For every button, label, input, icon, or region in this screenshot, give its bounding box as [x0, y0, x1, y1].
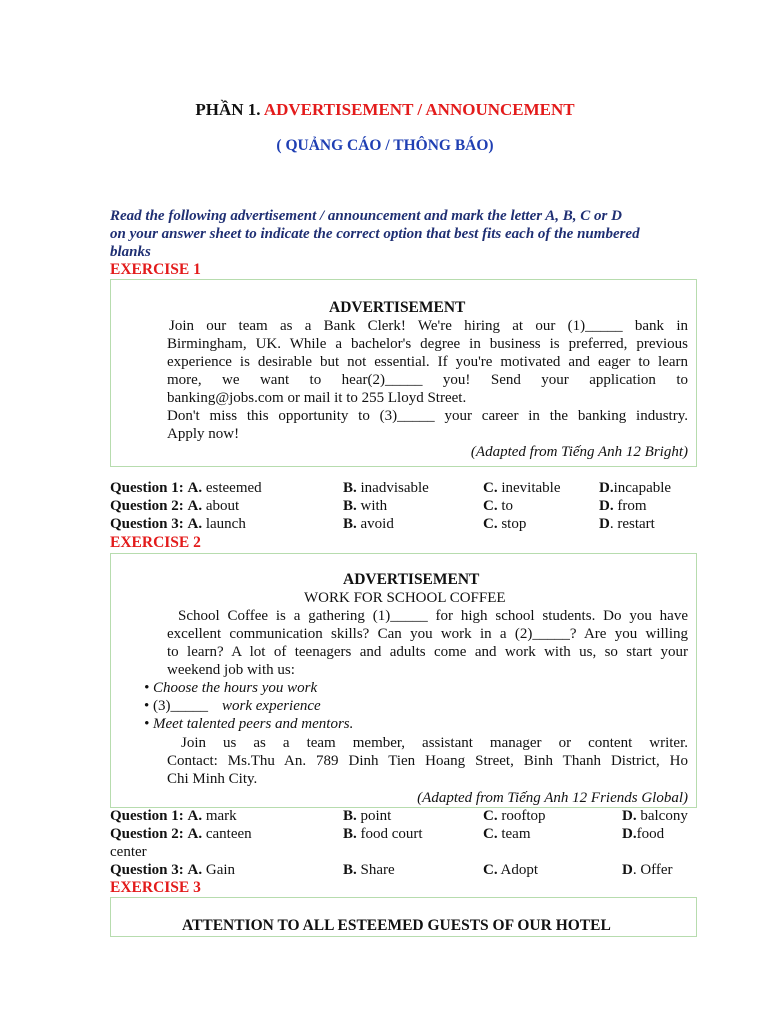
question-row [110, 479, 262, 497]
question-number: Question 2: [110, 498, 184, 514]
option-b [343, 479, 429, 497]
option-text: . Offer [632, 862, 673, 878]
exercise-3-label: EXERCISE 3 [110, 879, 201, 896]
option-text: point [356, 808, 392, 824]
option-text: food court [356, 826, 423, 842]
ad-line: experience is desirable but not essential. If you're motivated and eager to learn [167, 354, 688, 370]
option-text: stop [497, 516, 527, 532]
instruction-line: Read the following advertisement / announcement and mark the letter A, B, C or D [110, 208, 622, 224]
option-text: . restart [609, 516, 655, 532]
option-letter: A. [187, 862, 203, 878]
ad-source: (Adapted from Tiếng Anh 12 Friends Global) [417, 790, 688, 806]
option-text: incapable [613, 480, 672, 496]
ad-line: banking@jobs.com or mail it to 255 Lloyd Street. [167, 390, 467, 406]
option-text: to [497, 498, 514, 514]
option-text: team [497, 826, 531, 842]
option-b [343, 825, 423, 843]
question-row [110, 861, 235, 879]
option-b [343, 515, 394, 533]
bullet-item: • Choose the hours you work [144, 680, 318, 696]
ad-line: Chi Minh City. [167, 771, 258, 787]
ad-line: School Coffee is a gathering (1)_____ for high school students. Do you have [178, 608, 688, 624]
option-letter: B. [343, 826, 357, 842]
option-text: avoid [356, 516, 394, 532]
question-row [110, 807, 237, 825]
option-text: from [613, 498, 647, 514]
ad-line: Contact: Ms.Thu An. 789 Dinh Tien Hoang Street, Binh Thanh District, Ho [167, 753, 688, 769]
exercise-2-heading: ADVERTISEMENT [343, 571, 480, 588]
question-number: Question 1: [110, 480, 184, 496]
ad-line: Don't miss this opportunity to (3)_____ your career in the banking industry. [167, 408, 688, 424]
ad-line: Join our team as a Bank Clerk! We're hiring at our (1)_____ bank in [169, 318, 688, 334]
option-letter: B. [343, 862, 357, 878]
bullet-item [144, 697, 321, 715]
option-letter: A. [187, 480, 203, 496]
question-number: Question 1: [110, 808, 184, 824]
question-number: Question 3: [110, 516, 184, 532]
option-letter: A. [187, 498, 203, 514]
option-text: food [636, 826, 665, 842]
option-c [483, 861, 538, 879]
ad-source: (Adapted from Tiếng Anh 12 Bright) [470, 444, 688, 460]
instruction [110, 207, 640, 261]
question-number: Question 3: [110, 862, 184, 878]
part-heading: ADVERTISEMENT / ANNOUNCEMENT [263, 100, 575, 119]
exercise-1-heading: ADVERTISEMENT [329, 299, 466, 316]
bullet-item: • Meet talented peers and mentors. [144, 716, 354, 732]
option-letter: D. [599, 480, 614, 496]
option-text: mark [202, 808, 237, 824]
option-text: launch [202, 516, 246, 532]
option-text: inadvisable [356, 480, 429, 496]
option-text: esteemed [202, 480, 262, 496]
option-letter: B. [343, 480, 357, 496]
option-d [599, 497, 647, 515]
option-d [622, 807, 688, 825]
option-c [483, 497, 513, 515]
option-c [483, 825, 531, 843]
part-title [0, 100, 770, 120]
option-text: about [202, 498, 240, 514]
ad-line: Join us as a team member, assistant manager or content writer. [181, 735, 688, 751]
ad-line: weekend job with us: [167, 662, 295, 678]
option-text-wrap: center [110, 844, 147, 860]
part-subtitle: ( QUẢNG CÁO / THÔNG BÁO) [276, 137, 494, 154]
option-letter: D. [622, 808, 637, 824]
option-letter: A. [187, 516, 203, 532]
exercise-1-label: EXERCISE 1 [110, 261, 201, 278]
exercise-3-heading: ATTENTION TO ALL ESTEEMED GUESTS OF OUR HOTEL [182, 917, 611, 934]
option-letter: C. [483, 862, 498, 878]
exercise-2-subheading: WORK FOR SCHOOL COFFEE [304, 590, 506, 606]
option-text: Adopt [497, 862, 539, 878]
option-text: Gain [202, 862, 236, 878]
option-text: balcony [636, 808, 688, 824]
instruction-line: on your answer sheet to indicate the correct option that best fits each of the numbered [110, 226, 640, 242]
option-letter: B. [343, 516, 357, 532]
option-letter: A. [187, 808, 203, 824]
bullet-text: work experience [222, 698, 321, 714]
question-number: Question 2: [110, 826, 184, 842]
option-b [343, 497, 387, 515]
option-letter: D [599, 516, 610, 532]
question-row [110, 515, 246, 533]
option-text: with [356, 498, 388, 514]
ad-line: Apply now! [167, 426, 240, 442]
option-c [483, 515, 526, 533]
question-row [110, 497, 239, 515]
exercise-2-label: EXERCISE 2 [110, 534, 201, 551]
option-d [622, 825, 664, 843]
ad-line: excellent communication skills? Can you work in a (2)_____? Are you willing [167, 626, 688, 642]
option-d [599, 479, 671, 497]
option-letter: B. [343, 498, 357, 514]
option-text: canteen [202, 826, 252, 842]
option-letter: C. [483, 480, 498, 496]
question-row [110, 825, 252, 843]
option-letter: A. [187, 826, 203, 842]
option-text: Share [356, 862, 395, 878]
option-d [622, 861, 673, 879]
part-number: PHẦN 1. [195, 100, 261, 119]
option-c [483, 807, 546, 825]
option-letter: D. [599, 498, 614, 514]
option-text: rooftop [497, 808, 546, 824]
option-c [483, 479, 561, 497]
ad-line: more, we want to hear(2)_____ you! Send your application to [167, 372, 688, 388]
option-letter: D. [622, 826, 637, 842]
option-letter: C. [483, 498, 498, 514]
option-b [343, 861, 395, 879]
option-d [599, 515, 655, 533]
bullet-blank: • (3)_____ [144, 698, 208, 714]
option-letter: B. [343, 808, 357, 824]
option-letter: C. [483, 826, 498, 842]
option-letter: D [622, 862, 633, 878]
option-text: inevitable [497, 480, 561, 496]
instruction-line: blanks [110, 244, 151, 260]
option-letter: C. [483, 516, 498, 532]
option-letter: C. [483, 808, 498, 824]
ad-line: to learn? A lot of teenagers and adults come and work with us, so start your [167, 644, 688, 660]
option-b [343, 807, 391, 825]
ad-line: Birmingham, UK. While a bachelor's degree in business is preferred, previous [167, 336, 688, 352]
